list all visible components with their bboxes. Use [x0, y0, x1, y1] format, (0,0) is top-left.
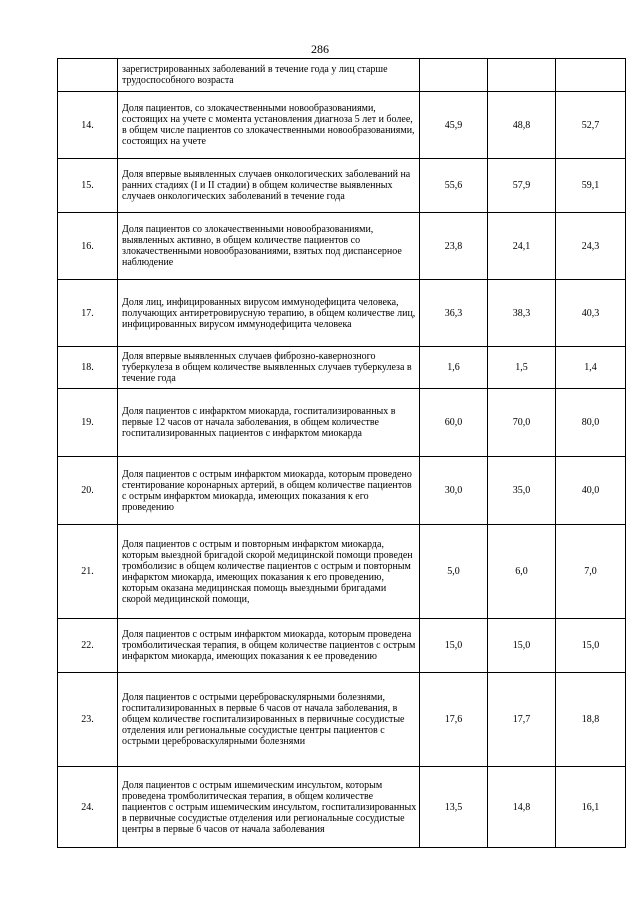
value-year-3: 16,1: [556, 767, 626, 848]
indicator-description: Доля пациентов со злокачественными новообразованиями, выявленных активно, в общем количестве пациентов со злокачественными новообразованиями, взятых под диспансерное наблюдение: [118, 213, 420, 280]
indicator-description: Доля впервые выявленных случаев онкологических заболеваний на ранних стадиях (I и II стадии) в общем количестве выявленных случаев онкологических заболеваний в течение года: [118, 159, 420, 213]
row-number: 22.: [58, 619, 118, 673]
indicator-description: Доля лиц, инфицированных вирусом иммунодефицита человека, получающих антиретровирусную терапию, в общем количестве лиц, инфицированных вирусом иммунодефицита человека: [118, 280, 420, 347]
value-year-1: 30,0: [420, 457, 488, 525]
indicator-description: Доля пациентов с острым и повторным инфарктом миокарда, которым выездной бригадой скорой медицинской помощи проведен тромболизис в общем количестве пациентов с острым и повторным инфарктом миокарда, имеющих показания к его проведению, которым оказана медицинская помощь выездными бригадами скорой медицинской помощи,: [118, 525, 420, 619]
value-year-3: 24,3: [556, 213, 626, 280]
table-row: [58, 59, 626, 92]
value-year-1: 60,0: [420, 389, 488, 457]
row-number: 18.: [58, 347, 118, 389]
value-year-2: 1,5: [488, 347, 556, 389]
value-year-1: 55,6: [420, 159, 488, 213]
value-year-2: [488, 59, 556, 92]
value-year-3: 40,3: [556, 280, 626, 347]
table-row: [58, 213, 626, 280]
indicator-description: Доля пациентов с острым ишемическим инсультом, которым проведена тромболитическая терапия, в общем количестве пациентов с острым ишемическим инсультом, госпитализированных в первичные сосудистые отделения или региональные сосудистые центры в первые 6 часов от начала заболевания: [118, 767, 420, 848]
table-row: [58, 619, 626, 673]
row-number: 21.: [58, 525, 118, 619]
row-number: 14.: [58, 92, 118, 159]
value-year-2: 6,0: [488, 525, 556, 619]
value-year-1: 13,5: [420, 767, 488, 848]
value-year-3: 15,0: [556, 619, 626, 673]
value-year-3: 40,0: [556, 457, 626, 525]
indicator-description: Доля пациентов с острым инфарктом миокарда, которым проведена тромболитическая терапия, в общем количестве пациентов с острым инфарктом миокарда, имеющих показания к ее проведению: [118, 619, 420, 673]
value-year-1: 23,8: [420, 213, 488, 280]
row-number: 20.: [58, 457, 118, 525]
row-number: 16.: [58, 213, 118, 280]
value-year-2: 38,3: [488, 280, 556, 347]
value-year-2: 35,0: [488, 457, 556, 525]
value-year-3: [556, 59, 626, 92]
value-year-2: 17,7: [488, 673, 556, 767]
value-year-2: 15,0: [488, 619, 556, 673]
value-year-2: 70,0: [488, 389, 556, 457]
table-row: [58, 280, 626, 347]
row-number: 23.: [58, 673, 118, 767]
table-row: [58, 92, 626, 159]
indicator-description: Доля пациентов, со злокачественными новообразованиями, состоящих на учете с момента установления диагноза 5 лет и более, в общем числе пациентов со злокачественными новообразованиями, состоящих на учете: [118, 92, 420, 159]
indicator-description: Доля пациентов с острым инфарктом миокарда, которым проведено стентирование коронарных артерий, в общем количестве пациентов с острым инфарктом миокарда, имеющих показания к его проведению: [118, 457, 420, 525]
value-year-1: [420, 59, 488, 92]
value-year-1: 45,9: [420, 92, 488, 159]
indicator-description: Доля пациентов с острыми цереброваскулярными болезнями, госпитализированных в первые 6 часов от начала заболевания, в общем количестве госпитализированных в первичные сосудистые отделения или региональные сосудистые центры пациентов с острыми цереброваскулярными болезнями: [118, 673, 420, 767]
row-number: 15.: [58, 159, 118, 213]
indicator-description: Доля пациентов с инфарктом миокарда, госпитализированных в первые 12 часов от начала заболевания, в общем количестве госпитализированных пациентов с инфарктом миокарда: [118, 389, 420, 457]
table-row: [58, 347, 626, 389]
value-year-3: 1,4: [556, 347, 626, 389]
value-year-3: 7,0: [556, 525, 626, 619]
table-row: [58, 767, 626, 848]
value-year-2: 48,8: [488, 92, 556, 159]
table-row: [58, 673, 626, 767]
value-year-1: 17,6: [420, 673, 488, 767]
value-year-2: 57,9: [488, 159, 556, 213]
indicator-description: Доля впервые выявленных случаев фиброзно-кавернозного туберкулеза в общем количестве выявленных случаев туберкулеза в течение года: [118, 347, 420, 389]
table-row: [58, 525, 626, 619]
value-year-2: 14,8: [488, 767, 556, 848]
table-row: [58, 159, 626, 213]
value-year-3: 80,0: [556, 389, 626, 457]
row-number: 24.: [58, 767, 118, 848]
value-year-3: 52,7: [556, 92, 626, 159]
table-row: [58, 389, 626, 457]
value-year-2: 24,1: [488, 213, 556, 280]
value-year-1: 36,3: [420, 280, 488, 347]
indicators-table: [57, 58, 626, 848]
row-number: 19.: [58, 389, 118, 457]
value-year-1: 1,6: [420, 347, 488, 389]
page-number: 286: [311, 42, 329, 56]
value-year-3: 18,8: [556, 673, 626, 767]
row-number: [58, 59, 118, 92]
table-row: [58, 457, 626, 525]
indicator-description: зарегистрированных заболеваний в течение года у лиц старше трудоспособного возраста: [118, 59, 420, 92]
value-year-1: 5,0: [420, 525, 488, 619]
value-year-1: 15,0: [420, 619, 488, 673]
value-year-3: 59,1: [556, 159, 626, 213]
row-number: 17.: [58, 280, 118, 347]
